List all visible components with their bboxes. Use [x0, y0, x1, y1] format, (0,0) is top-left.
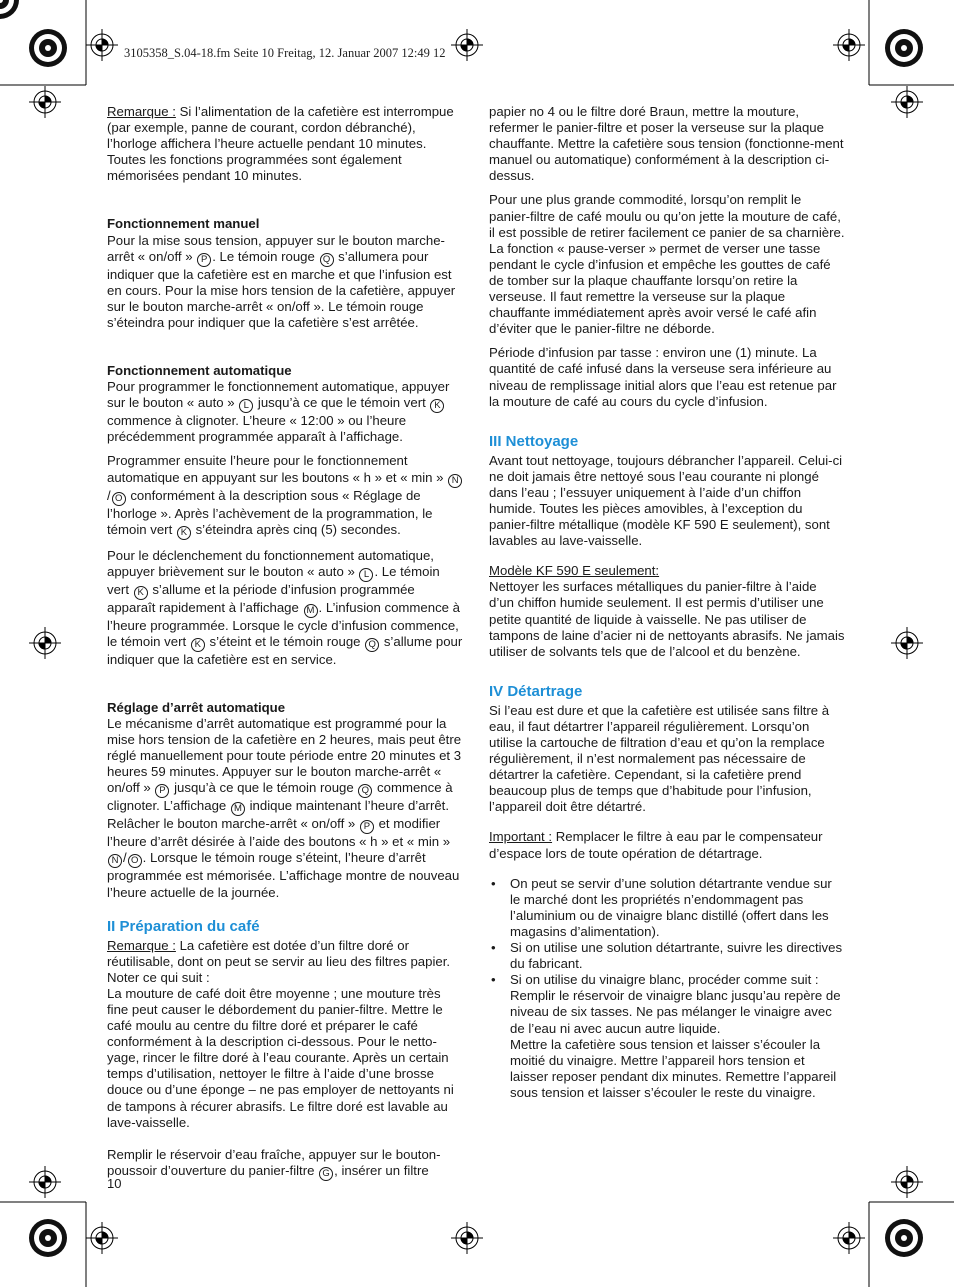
- auto-button-symbol: L: [359, 568, 373, 582]
- preparation-remark: Remarque : La cafetière est dotée d’un filtre doré or réutilisable, dont on peut se servir au lieu des filtres papier. Noter ce qui suit :: [107, 937, 451, 985]
- descaling-steps-list: [489, 876, 845, 1101]
- on-off-button-symbol: P: [197, 253, 211, 267]
- cleaning-text: Avant tout nettoyage, toujours débrancher l’appareil. Celui-ci ne doit jamais être nettoyé sous l’eau courante ni plongé dans l’eau ; l’essuyer uniquement à l’aide d’un chiffon humide. Toutes les pièces amovibles, à l’exception du panier-filtre métallique (modèle KF 590 E seulement), sont lavables au lave-vaisselle.: [489, 452, 843, 549]
- auto-operation-heading: Fonctionnement automatique: [107, 363, 292, 379]
- red-light-symbol: Q: [320, 253, 334, 267]
- pause-serve-text: Pour une plus grande commodité, lorsqu’on remplit le panier-filtre de café moulu ou qu’on jette la mouture de café, il est possible de retirer facilement ce panier de sa charnière. La fonction « pause-verser » permet de verser une tasse pendant le cycle d’infusion et empêche les gouttes de café de tomber sur la plaque chauffante lorsqu’on retire la verseuse. Il faut remettre la verseuse sur la plaque chauffante immédiatement après avoir versé le café afin d’éviter que le panier-filtre ne déborde.: [489, 192, 845, 337]
- manual-operation-heading: Fonctionnement manuel: [107, 216, 260, 232]
- page-number: 10: [107, 1176, 122, 1191]
- manual-operation-text: Pour la mise sous tension, appuyer sur le bouton marche-arrêt « on/off » P . Le témoin rouge Q s’allumera pour indiquer que la cafetière est en marche et que l’infusion est en cours. Pour la mise hors tension de la cafetière, appuyer sur le bouton marche-arrêt « on/off ». Le témoin rouge s’éteindra pour indiquer que la cafetière s’est arrêtée.: [107, 232, 456, 330]
- model-note-label: Modèle KF 590 E seulement:: [489, 563, 660, 579]
- auto-stop-heading: Réglage d’arrêt automatique: [107, 699, 286, 715]
- auto-button-symbol: L: [239, 399, 253, 413]
- right-column: [489, 104, 845, 1101]
- auto-paragraph-3: Pour le déclenchement du fonctionnement automatique, appuyer brièvement sur le bouton « auto » L . Le témoin vert K s’allume et la période d’infusion programmée apparaît rapidement à l’affichage M . L’infusion commence à l’heure programmée. Lorsque le cycle d’infusion commence, le témoin vert K s’éteint et le témoin rouge Q s’allume pour indiquer que la cafetière est en service.: [107, 547, 463, 667]
- auto-paragraph-2: Programmer ensuite l’heure pour le fonctionnement automatique en appuyant sur les boutons « h » et « min » N/ O conformément à la description sous « Réglage de l’horloge ». Après l’achèvement de la programmation, le témoin vert K s’éteindra après cinq (5) secondes.: [107, 453, 464, 539]
- on-off-button-symbol: P: [155, 784, 169, 798]
- red-light-symbol: Q: [358, 784, 372, 798]
- display-symbol: M: [231, 802, 245, 816]
- list-item: • On peut se servir d’une solution détartrante vendue sur le marché dont les propriétés n’endommagent pas l’aluminium ou de vinaigre blanc distillé (offert dans les magasins d’alimentation).: [489, 876, 845, 940]
- descaling-text: Si l’eau est dure et que la cafetière est utilisée sans filtre à eau, il faut détartrer l’appareil régulièrement. Lorsqu’on utilise la cartouche de filtration d’eau et qu’on la remplace régulièrement, il n’est normalement pas nécessaire de détartrer la cafetière. Cependant, si la cafetière prend beaucoup plus de temps que d’habitude pour l’infusion, l’appareil doit être détartré.: [489, 702, 830, 815]
- section-heading-preparation: II Préparation du café: [107, 917, 260, 935]
- preparation-grind-text: La mouture de café doit être moyenne ; une mouture très fine peut causer le débordement du panier-filtre. Mettre le café moulu au centre du filtre doré et préparer le café conformément à la description ci-dessous. Pour le netto-yage, rincer le filtre doré à l’eau courante. Après un certain temps d’utilisation, nettoyer le filtre à l’aide d’une brosse douce ou d’une éponge – ne pas employer de nettoyants ni de tampons à récurer abrasifs. Le filtre doré est lavable au lave-vaisselle.: [107, 985, 454, 1130]
- brew-time-text: Période d’infusion par tasse : environ une (1) minute. La quantité de café infusé dans la verseuse sera inférieure au niveau de remplissage initial alors que l’eau est retenue par la mouture de café au cours du cycle d’infusion.: [489, 345, 837, 409]
- display-symbol: M: [304, 604, 318, 618]
- important-note: Important : Remplacer le filtre à eau par le compensateur d’espace lors de toute opération de détartrage.: [489, 829, 823, 861]
- auto-paragraph-1: Pour programmer le fonctionnement automatique, appuyer sur le bouton « auto » L jusqu’à ce que le témoin vert K commence à clignoter. L’heure « 12:00 » ou l’heure précédemment programmée apparaît à l’affichage.: [107, 379, 450, 445]
- preparation-fill-text: Remplir le réservoir d’eau fraîche, appuyer sur le bouton-poussoir d’ouverture du panier-filtre G , insérer un filtre: [107, 1146, 441, 1179]
- min-button-symbol: O: [112, 492, 126, 506]
- on-off-button-symbol: P: [360, 820, 374, 834]
- remark-paragraph: Remarque : Si l’alimentation de la cafetière est interrompue (par exemple, panne de courant, cordon débranché), l’horloge affichera l’heure actuelle pendant 10 minutes. Toutes les fonctions programmées sont également mémorisées pendant 10 minutes.: [107, 104, 454, 184]
- red-light-symbol: Q: [365, 638, 379, 652]
- green-light-symbol: K: [134, 586, 148, 600]
- model-note-text: Nettoyer les surfaces métalliques du panier-filtre à l’aide d’un chiffon humide seulement. Il est permis d’utiliser une petite quantité de liquide à vaisselle. Ne pas utiliser de tampons de laine d’acier ni de nettoyants abrasifs. Ne jamais utiliser de solvants tels que de l’alcool et du benzène.: [489, 579, 845, 659]
- remark-label: Remarque :: [107, 104, 176, 119]
- green-light-symbol: K: [191, 638, 205, 652]
- left-column: [107, 104, 464, 1189]
- filter-release-button-symbol: G: [319, 1167, 333, 1181]
- print-header: 3105358_S.04-18.fm Seite 10 Freitag, 12. Januar 2007 12:49 12: [124, 46, 446, 60]
- section-heading-descaling: IV Détartrage: [489, 682, 583, 700]
- auto-stop-text: Le mécanisme d’arrêt automatique est programmé pour la mise hors tension de la cafetière en 2 heures, mais peut être réglé manuellement pour toute période entre 20 minutes et 3 heures 59 minutes. Appuyer sur le bouton marche-arrêt « on/off » P jusqu’à ce que le témoin rouge Q commence à clignoter. L’affichage M indique maintenant l’heure d’arrêt. Relâcher le bouton marche-arrêt « on/off » P et modifier l’heure d’arrêt désirée à l’aide des boutons « h » et « min » N / O . Lorsque le témoin rouge s’éteint, l’heure d’arrêt programmée est mémorisée. L’affichage montre de nouveau l’heure actuelle de la journée.: [107, 715, 462, 900]
- hour-button-symbol: N: [108, 854, 122, 868]
- preparation-continued-text: papier no 4 ou le filtre doré Braun, mettre la mouture, refermer le panier-filtre et poser la verseuse sur la plaque chauffante. Mettre la cafetière sous tension (fonctionne-ment manuel ou automatique) conformément à la description ci-dessus.: [489, 104, 844, 184]
- min-button-symbol: O: [128, 854, 142, 868]
- green-light-symbol: K: [430, 399, 444, 413]
- list-item: • Si on utilise du vinaigre blanc, procéder comme suit : Remplir le réservoir de vinaigre blanc jusqu’au repère de niveau de six tasses. Ne pas mélanger le vinaigre avec de l’eau ni avec aucun autre liquide. Mettre la cafetière sous tension et laisser s’écouler la moitié du vinaigre. Mettre l’appareil hors tension et laisser reposer pendant dix minutes. Remettre l’appareil sous tension et laisser s’écouler le reste du vinaigre.: [489, 972, 845, 1101]
- section-heading-cleaning: III Nettoyage: [489, 432, 579, 450]
- hour-button-symbol: N: [448, 474, 462, 488]
- green-light-symbol: K: [177, 526, 191, 540]
- list-item: • Si on utilise une solution détartrante, suivre les directives du fabricant.: [489, 940, 845, 972]
